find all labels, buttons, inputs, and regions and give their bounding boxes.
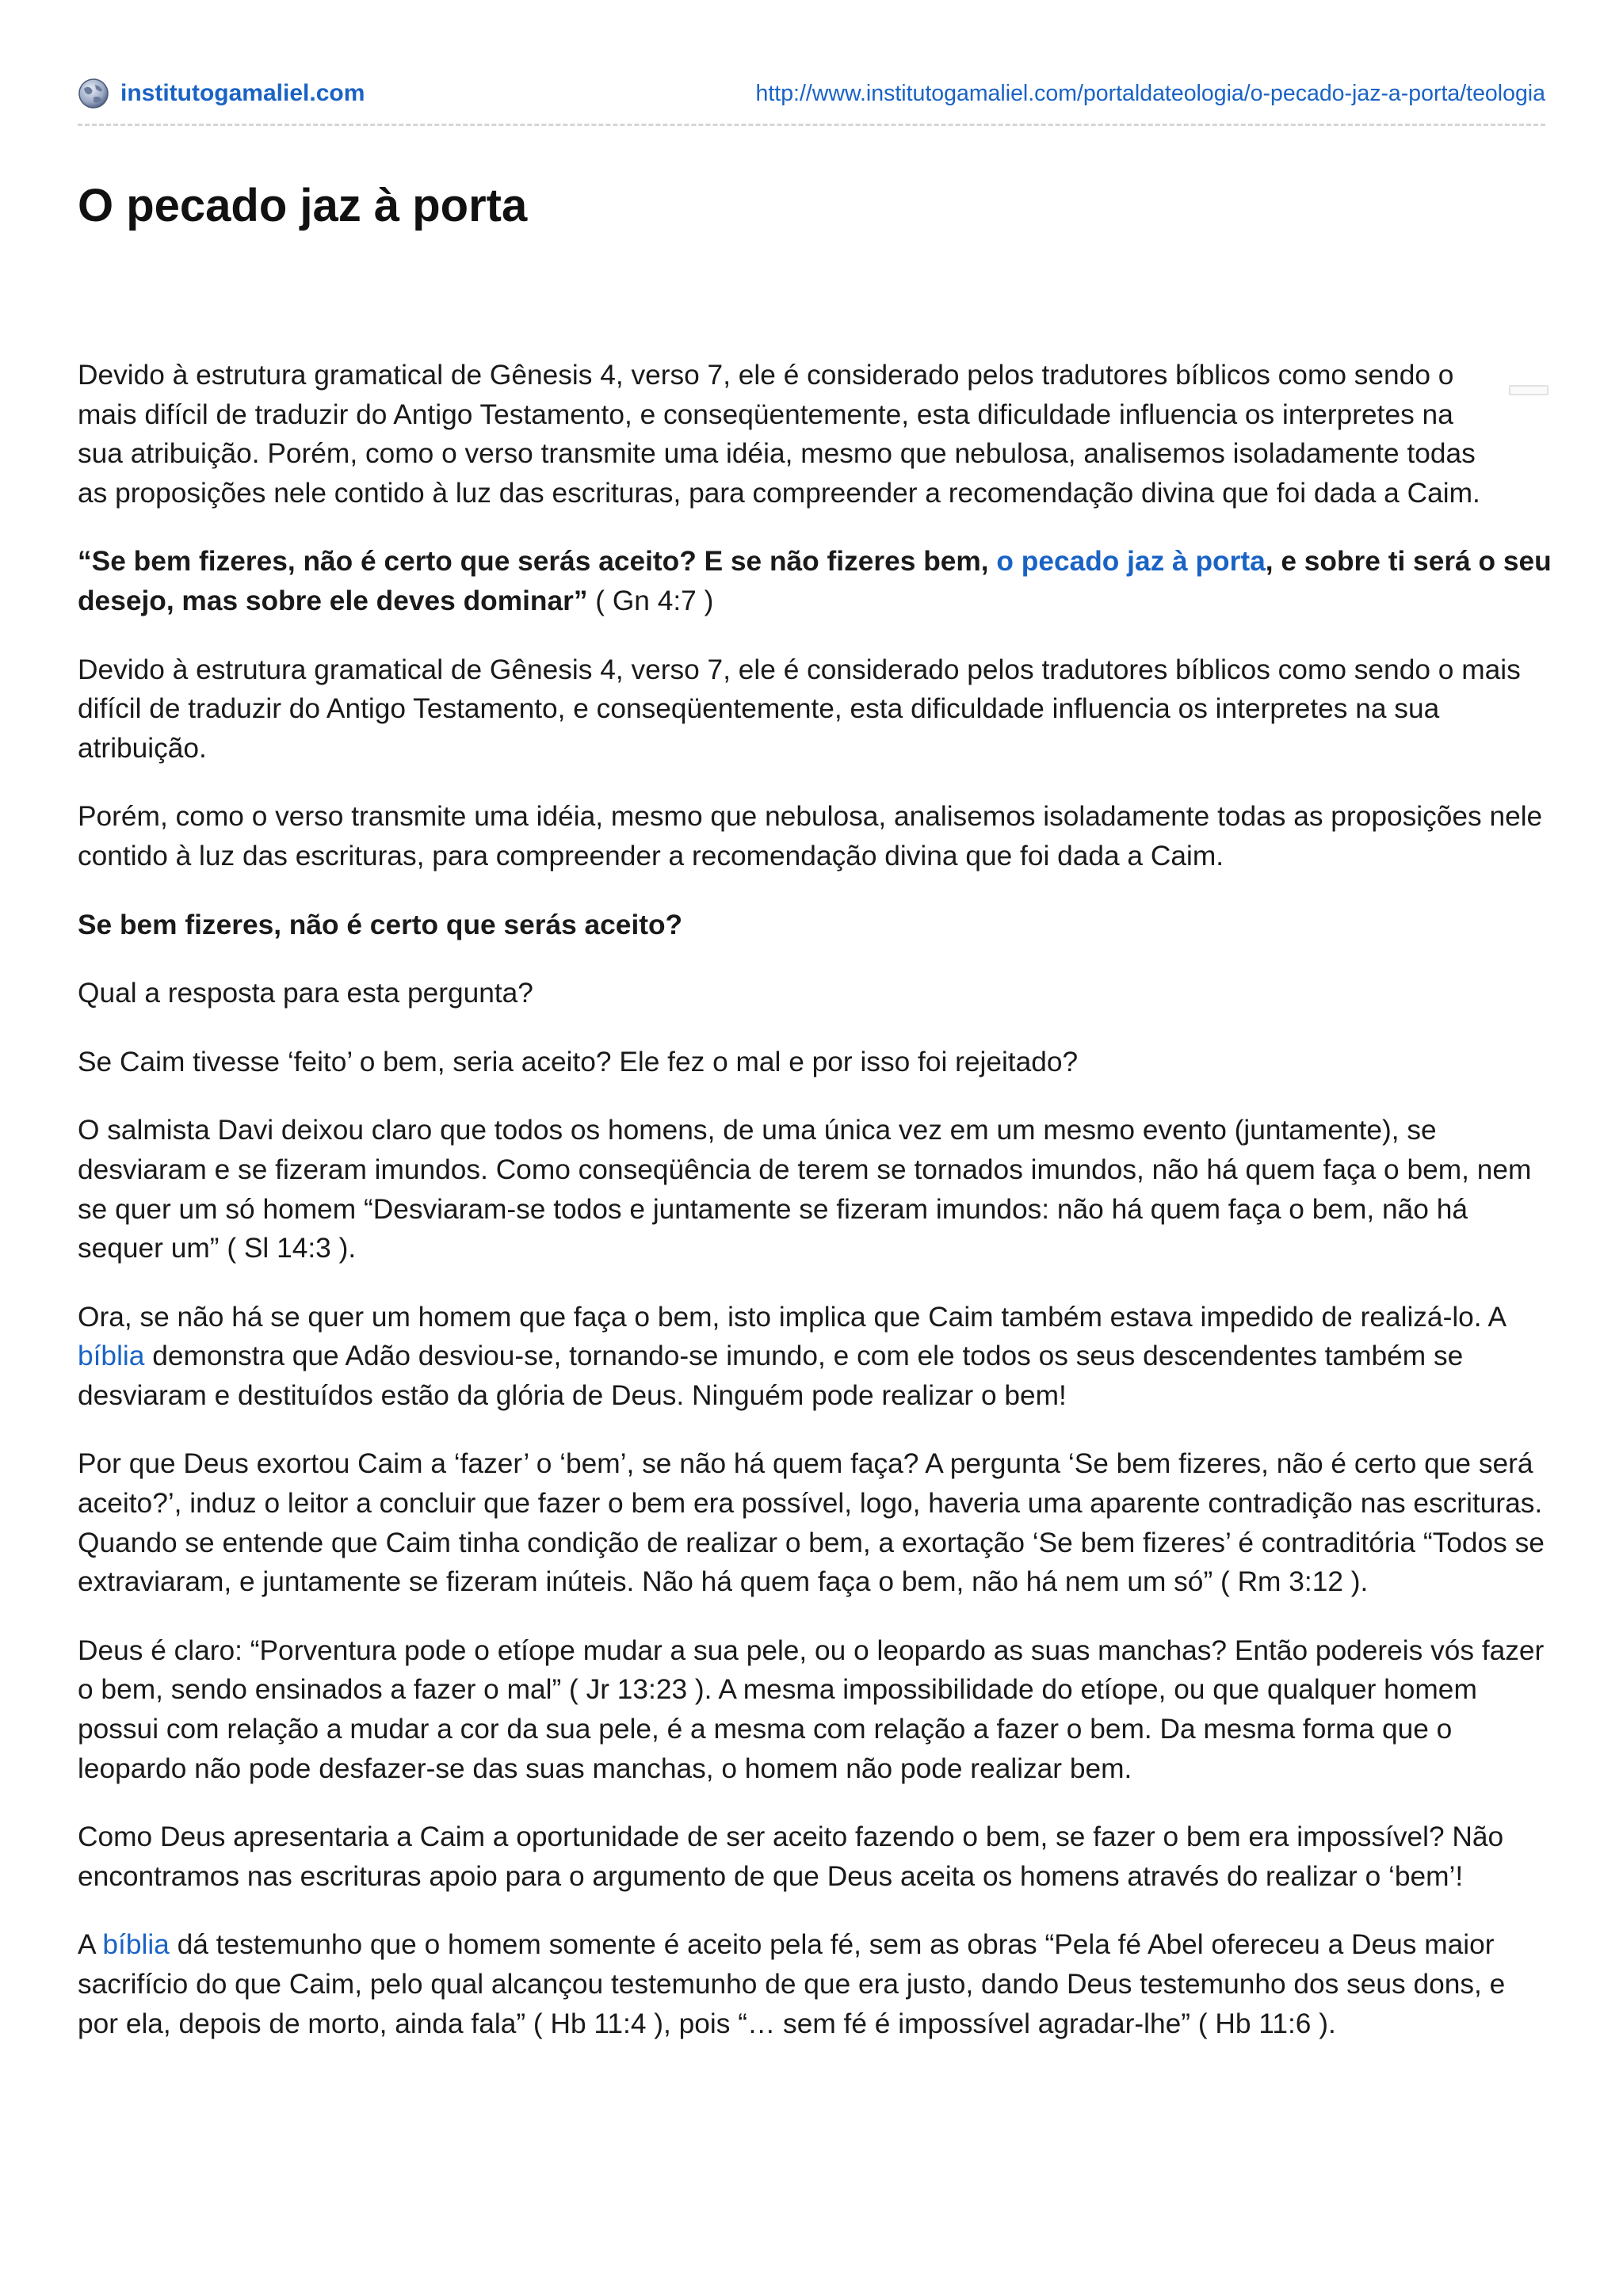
- paragraph-6: Qual a resposta para esta pergunta?: [78, 978, 533, 1009]
- paragraph-7: Se Caim tivesse ‘feito’ o bem, seria aceito? Ele fez o mal e por isso foi rejeitado?: [78, 1046, 1079, 1077]
- verse-quote: [78, 542, 1552, 620]
- paragraph-11: Deus é claro: “Porventura pode o etíope mudar a sua pele, ou o leopardo as suas manchas? Então podereis vós fazer o bem, sendo ensinados a fazer o mal” ( Jr 13:23 ). A mesma impossibilidade do etíope, ou que qualquer homem possui com relação a mudar a cor da sua pele, é a mesma com relação a fazer o bem. Da mesma forma que o leopardo não pode desfazer-se das suas manchas, o homem não pode realizar bem.: [78, 1634, 1545, 1784]
- paragraph-9: [78, 1298, 1552, 1416]
- globe-icon: [78, 78, 109, 109]
- page-header: [78, 76, 1545, 111]
- verse-reference: ( Gn 4:7 ): [587, 585, 714, 616]
- biblia-link-2[interactable]: bíblia: [102, 1929, 170, 1961]
- paragraph-9-part2: demonstra que Adão desviou-se, tornando-se imundo, e com ele todos os seus descendentes também se desviaram e destituídos estão da glória de Deus. Ninguém pode realizar o bem!: [78, 1341, 1464, 1411]
- verse-link[interactable]: o pecado jaz à porta: [996, 546, 1266, 578]
- subheading: [78, 906, 1552, 945]
- paragraph-13: [78, 1925, 1552, 2043]
- site-name-link[interactable]: institutogamaliel.com: [120, 80, 365, 106]
- article-body: [78, 356, 1552, 2043]
- biblia-link[interactable]: bíblia: [78, 1341, 145, 1372]
- site-brand[interactable]: [78, 78, 365, 109]
- paragraph-13-part1: A: [78, 1929, 103, 1961]
- page-title: O pecado jaz à porta: [78, 180, 528, 231]
- page-url-link[interactable]: http://www.institutogamaliel.com/portaldateologia/o-pecado-jaz-a-porta/teologia: [755, 80, 1545, 106]
- paragraph-13-part2: dá testemunho que o homem somente é aceito pela fé, sem as obras “Pela fé Abel ofereceu a Deus maior sacrifício do que Caim, pelo qual alcançou testemunho de que era justo, dando Deus testemunho dos seus dons, e por ela, depois de morto, ainda fala” ( Hb 11:4 ), pois “… sem fé é impossível agradar-lhe” ( Hb 11:6 ).: [78, 1929, 1506, 2039]
- subheading-text: Se bem fizeres, não é certo que serás aceito?: [78, 909, 683, 940]
- header-divider: [78, 124, 1545, 126]
- paragraph-10: Por que Deus exortou Caim a ‘fazer’ o ‘bem’, se não há quem faça? A pergunta ‘Se bem fizeres, não é certo que será aceito?’, induz o leitor a concluir que fazer o bem era possível, logo, haveria uma aparente contradição nas escrituras. Quando se entende que Caim tinha condição de realizar o bem, a exortação ‘Se bem fizeres’ é contraditória “Todos se extraviaram, e juntamente se fizeram inúteis. Não há quem faça o bem, não há nem um só” ( Rm 3:12 ).: [78, 1448, 1545, 1598]
- paragraph-8: O salmista Davi deixou claro que todos os homens, de uma única vez em um mesmo evento (juntamente), se desviaram e se fizeram imundos. Como conseqüência de terem se tornados imundos, não há quem faça o bem, nem se quer um só homem “Desviaram-se todos e juntamente se fizeram imundos: não há quem faça o bem, não há sequer um” ( Sl 14:3 ).: [78, 1115, 1532, 1264]
- paragraph-9-part1: Ora, se não há se quer um homem que faça o bem, isto implica que Caim também estava impedido de realizá-lo. A: [78, 1301, 1506, 1333]
- paragraph-3: Devido à estrutura gramatical de Gênesis 4, verso 7, ele é considerado pelos tradutores bíblicos como sendo o mais difícil de traduzir do Antigo Testamento, e conseqüentemente, esta dificuldade influencia os interpretes na sua atribuição.: [78, 654, 1521, 764]
- verse-text-part2: , e sobre ti será o seu desejo, mas sobre ele deves dominar”: [78, 546, 1552, 616]
- intro-paragraph: Devido à estrutura gramatical de Gênesis 4, verso 7, ele é considerado pelos tradutores bíblicos como sendo o mais difícil de traduzir do Antigo Testamento, e conseqüentemente, esta dificuldade influencia os interpretes na sua atribuição. Porém, como o verso transmite uma idéia, mesmo que nebulosa, analisemos isoladamente todas as proposições nele contido à luz das escrituras, para compreender a recomendação divina que foi dada a Caim.: [78, 360, 1480, 509]
- paragraph-12: Como Deus apresentaria a Caim a oportunidade de ser aceito fazendo o bem, se fazer o bem era impossível? Não encontramos nas escrituras apoio para o argumento de que Deus aceita os homens através do realizar o ‘bem’!: [78, 1821, 1504, 1892]
- paragraph-4: Porém, como o verso transmite uma idéia, mesmo que nebulosa, analisemos isoladamente todas as proposições nele contido à luz das escrituras, para compreender a recomendação divina que foi dada a Caim.: [78, 801, 1543, 871]
- verse-text-part1: “Se bem fizeres, não é certo que serás aceito? E se não fizeres bem,: [78, 546, 997, 578]
